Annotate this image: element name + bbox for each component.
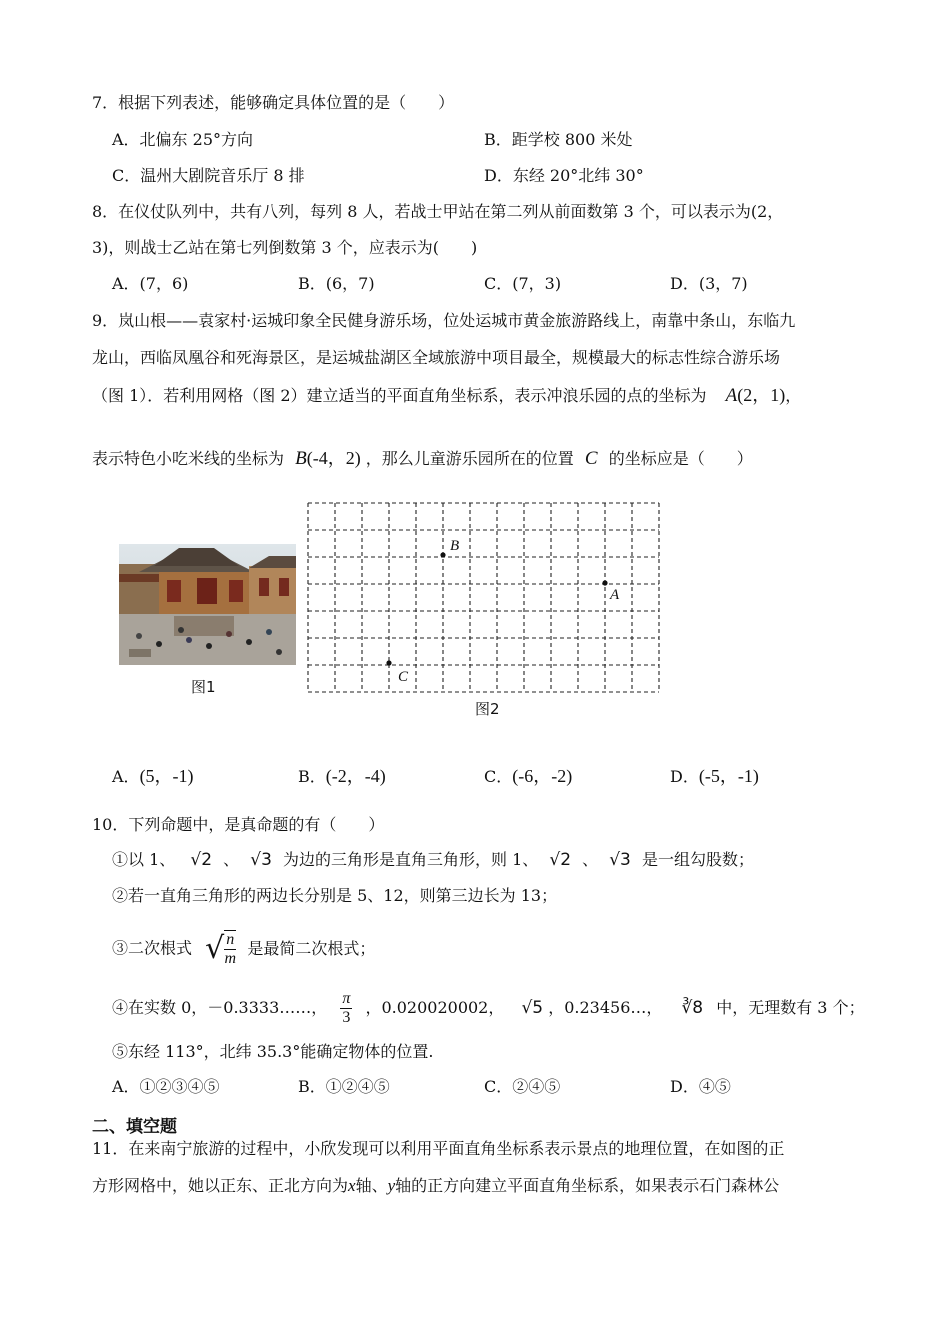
q9-option-c-value: (-6，-2) [512, 766, 573, 786]
cube-root-8: ∛8 [681, 998, 704, 1018]
q10-statement-3 [112, 930, 375, 968]
q10-s4-text-a: ④在实数 0，－0.3333……， [112, 998, 328, 1017]
q9-option-d[interactable] [670, 765, 759, 788]
sqrt-5: √5 [521, 998, 544, 1018]
q9-stem-line4-pre: 表示特色小吃米线的坐标为 [92, 449, 285, 468]
q8-option-b[interactable]: B．(6，7) [298, 274, 375, 293]
q8-stem-line1: 8．在仪仗队列中，共有八列，每列 8 人，若战士甲站在第二列从前面数第 3 个，可以表示为(2， [92, 202, 784, 221]
fraction-pi-3 [340, 990, 352, 1027]
q7-option-c[interactable]: C．温州大剧院音乐厅 8 排 [112, 166, 305, 185]
q8-stem-line2: 3)，则战士乙站在第七列倒数第 3 个，应表示为( ) [92, 238, 478, 257]
q7-stem: 7．根据下列表述，能够确定具体位置的是（ ） [92, 93, 455, 112]
figure-2-caption: 图2 [475, 700, 500, 718]
radical-sign: √ [205, 931, 225, 966]
q9-option-c[interactable] [484, 765, 572, 788]
q10-s1-sep2: 、 [582, 850, 599, 869]
q10-s4-text-b: ，0.020020002， [365, 998, 505, 1017]
point-c-dot [386, 660, 391, 665]
q9-option-a[interactable] [112, 765, 194, 788]
point-a-dot [602, 580, 607, 585]
q10-s4-text-d: 中，无理数有 3 个； [716, 998, 865, 1017]
q7-option-b[interactable]: B．距学校 800 米处 [484, 130, 633, 149]
fraction-denominator: m [224, 950, 237, 967]
q9-option-a-letter: A． [112, 767, 140, 786]
grid-label-b: B [450, 538, 460, 554]
point-a-label: A [725, 385, 738, 406]
sqrt-n-over-m [205, 930, 236, 968]
grid-label-a: A [610, 587, 620, 603]
point-c-label: C [584, 448, 598, 469]
q9-stem-line4 [92, 447, 753, 470]
q9-stem-line3-text: （图 1）．若利用网格（图 2）建立适当的平面直角坐标系，表示冲浪乐园的点的坐标为 [92, 386, 707, 405]
q9-option-a-value: (5，-1) [139, 766, 194, 786]
grid-label-c: C [398, 669, 409, 685]
q10-statement-5: ⑤东经 113°，北纬 35.3°能确定物体的位置. [112, 1042, 434, 1061]
q11-stem-line1: 11．在来南宁旅游的过程中，小欣发现可以利用平面直角坐标系表示景点的地理位置，在如图的正 [92, 1139, 785, 1158]
q10-s4-text-c: ，0.23456…， [548, 998, 663, 1017]
q10-statement-4 [112, 990, 865, 1027]
q10-option-c[interactable]: C．②④⑤ [484, 1077, 561, 1096]
sqrt-2-second: √2 [549, 850, 572, 870]
fraction-numerator: n [226, 931, 235, 948]
q8-option-d[interactable]: D．(3，7) [670, 274, 748, 293]
q10-s1-text-e: 是一组勾股数； [641, 850, 754, 869]
q9-stem-line4-post: 的坐标应是（ ） [608, 449, 753, 468]
q9-option-c-letter: C． [484, 767, 513, 786]
q10-option-b[interactable]: B．①②④⑤ [298, 1077, 390, 1096]
point-b-label: B [295, 448, 307, 469]
q10-option-d[interactable]: D．④⑤ [670, 1077, 731, 1096]
section-2-title: 二、填空题 [92, 1117, 177, 1137]
q11-text-c: 轴的正方向建立平面直角坐标系，如果表示石门森林公 [395, 1176, 780, 1195]
point-a-coords: (2，1) [737, 385, 786, 405]
q9-stem-line1: 9．岚山根——袁家村·运城印象全民健身游乐场，位处运城市黄金旅游路线上，南靠中条山，东临九 [92, 311, 796, 330]
figure-1-photo [119, 544, 296, 665]
q10-stem: 10．下列命题中，是真命题的有（ ） [92, 815, 385, 834]
q7-option-a[interactable]: A．北偏东 25°方向 [112, 130, 254, 149]
x-axis-symbol: x [348, 1176, 356, 1195]
figure-1-caption: 图1 [191, 678, 216, 696]
q9-stem-line3: （图 1）．若利用网格（图 2）建立适当的平面直角坐标系，表示冲浪乐园的点的坐标为 A(2，1)， [92, 385, 802, 406]
q9-stem-line4-mid: ，那么儿童游乐园所在的位置 [365, 449, 574, 468]
q8-option-c[interactable]: C．(7，3) [484, 274, 562, 293]
q9-option-b[interactable] [298, 765, 386, 788]
q10-s1-text-a: ①以 1、 [112, 850, 176, 869]
y-axis-symbol: y [387, 1176, 396, 1195]
figure-2-grid [305, 500, 670, 700]
q10-s1-text-c: 为边的三角形是直角三角形，则 1、 [282, 850, 539, 869]
point-b-coords: (-4，2) [306, 448, 361, 468]
q10-s3-text-a: ③二次根式 [112, 938, 193, 958]
q9-stem-line2: 龙山，西临凤凰谷和死海景区，是运城盐湖区全域旅游中项目最全，规模最大的标志性综合游乐场 [92, 348, 781, 367]
point-b-dot [440, 552, 445, 557]
sqrt-3: √3 [250, 850, 272, 870]
pi-symbol: π [342, 990, 351, 1007]
q10-statement-2: ②若一直角三角形的两边长分别是 5、12，则第三边长为 13； [112, 886, 558, 905]
q8-option-a[interactable]: A．(7，6) [112, 274, 189, 293]
q10-s3-text-b: 是最简二次根式； [247, 938, 376, 958]
sqrt-3-second: √3 [609, 850, 631, 870]
q11-text-a: 方形网格中，她以正东、正北方向为 [92, 1176, 349, 1195]
q9-option-d-value: (-5，-1) [698, 766, 759, 786]
q9-option-b-value: (-2，-4) [325, 766, 386, 786]
q10-statement-1 [112, 849, 754, 871]
q11-text-b: 轴、 [355, 1176, 388, 1195]
sqrt-2: √2 [190, 850, 213, 870]
q9-option-b-letter: B． [298, 767, 326, 786]
fraction-3: 3 [342, 1009, 351, 1026]
q9-option-d-letter: D． [670, 767, 699, 786]
q10-s1-sep1: 、 [223, 850, 240, 869]
q10-option-a[interactable]: A．①②③④⑤ [112, 1077, 220, 1096]
fraction-n-m [224, 930, 236, 968]
q7-option-d[interactable]: D．东经 20°北纬 30° [484, 166, 644, 185]
q11-stem-line2 [92, 1175, 779, 1197]
